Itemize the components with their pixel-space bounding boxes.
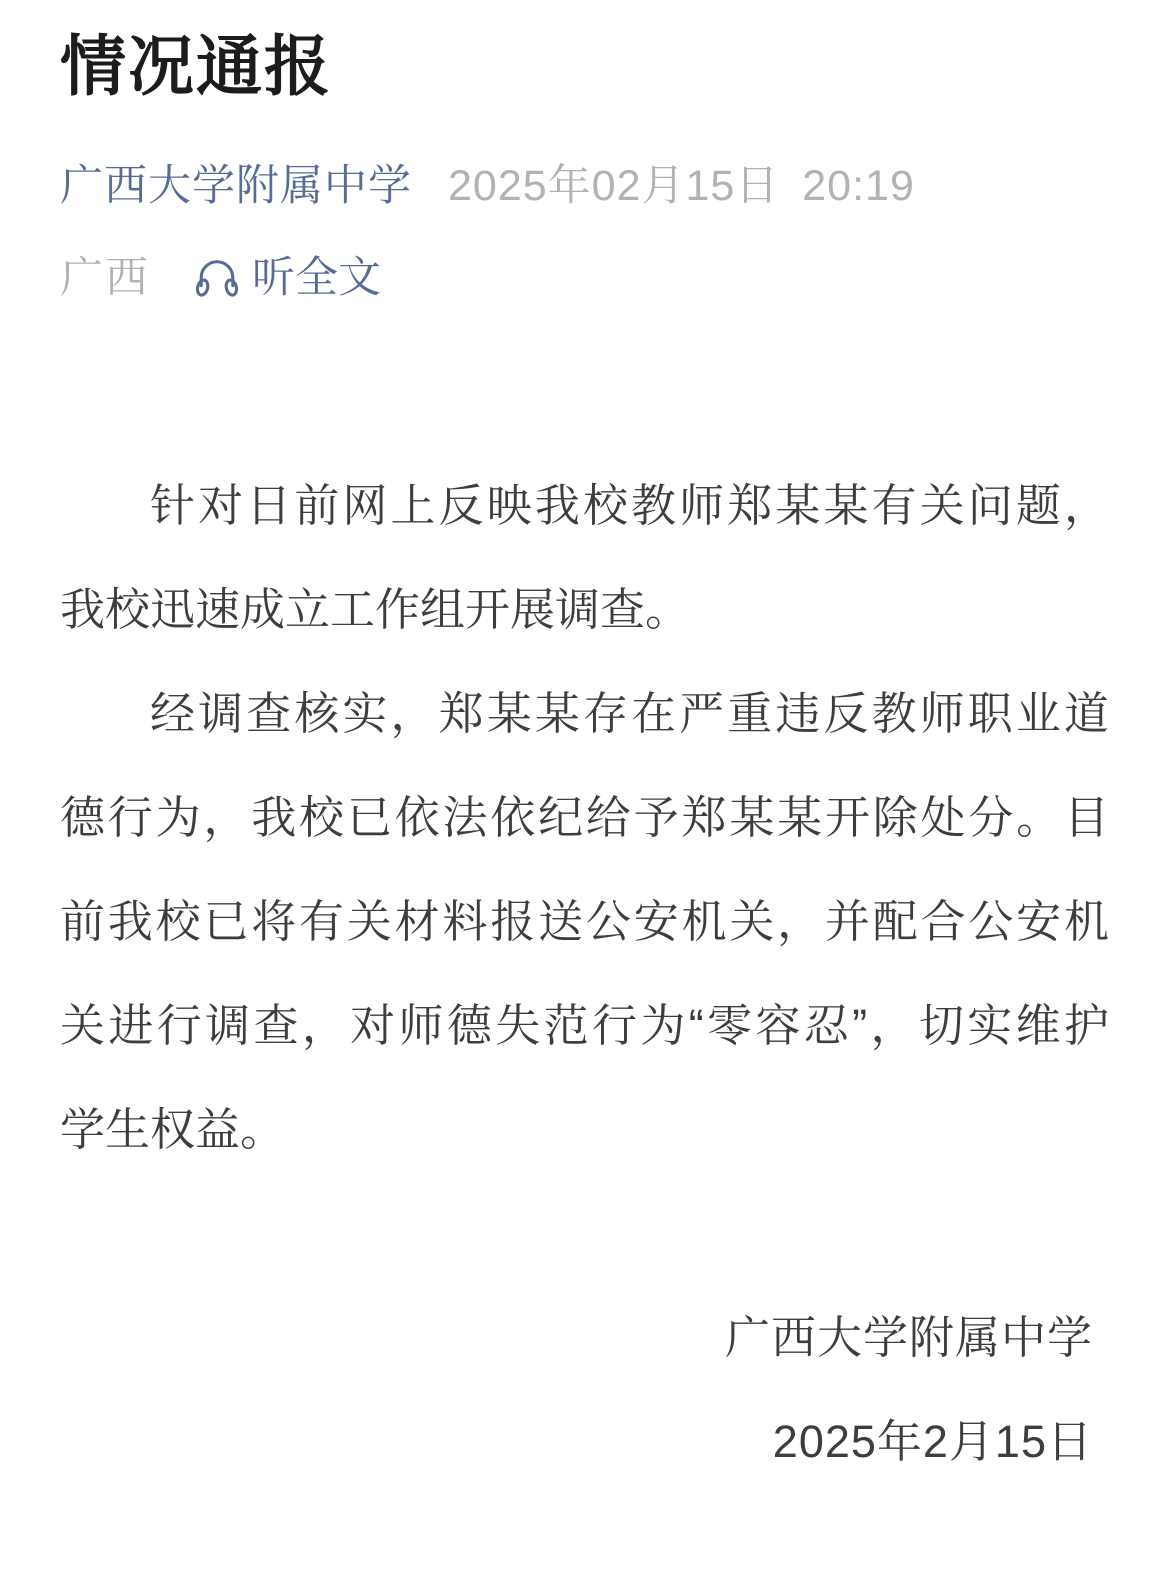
headphones-icon: [194, 256, 240, 300]
listen-full-text-button[interactable]: [194, 250, 381, 306]
article-text-line: 学生权益。: [60, 1104, 286, 1155]
account-name-link[interactable]: 广西大学附属中学: [60, 162, 412, 210]
publish-datetime: 2025年02月15日 20:19: [448, 162, 915, 210]
article-text-line: 前我校已将有关材料报送公安机关，并配合公安机: [60, 896, 1109, 947]
article-meta-row: [60, 158, 1109, 214]
article-text-line: 我校迅速成立工作组开展调查。: [60, 584, 691, 635]
article-meta-row2: [60, 250, 1109, 306]
location-label: 广西: [60, 254, 150, 302]
listen-label: 听全文: [252, 254, 381, 302]
signature-block: [60, 1286, 1109, 1494]
article-text-line: 针对日前网上反映我校教师郑某某有关问题，: [150, 480, 1109, 531]
article-text-line: 经调查核实，郑某某存在严重违反教师职业道: [150, 688, 1109, 739]
article-body: [60, 454, 1109, 1182]
article-text-line: 关进行调查，对师德失范行为“零容忍”，切实维护: [60, 1000, 1109, 1051]
signature-date: 2025年2月15日: [772, 1416, 1093, 1467]
signature-name: 广西大学附属中学: [724, 1312, 1093, 1363]
article-text-line: 德行为，我校已依法依纪给予郑某某开除处分。目: [60, 792, 1109, 843]
page-title: 情况通报: [60, 29, 332, 103]
